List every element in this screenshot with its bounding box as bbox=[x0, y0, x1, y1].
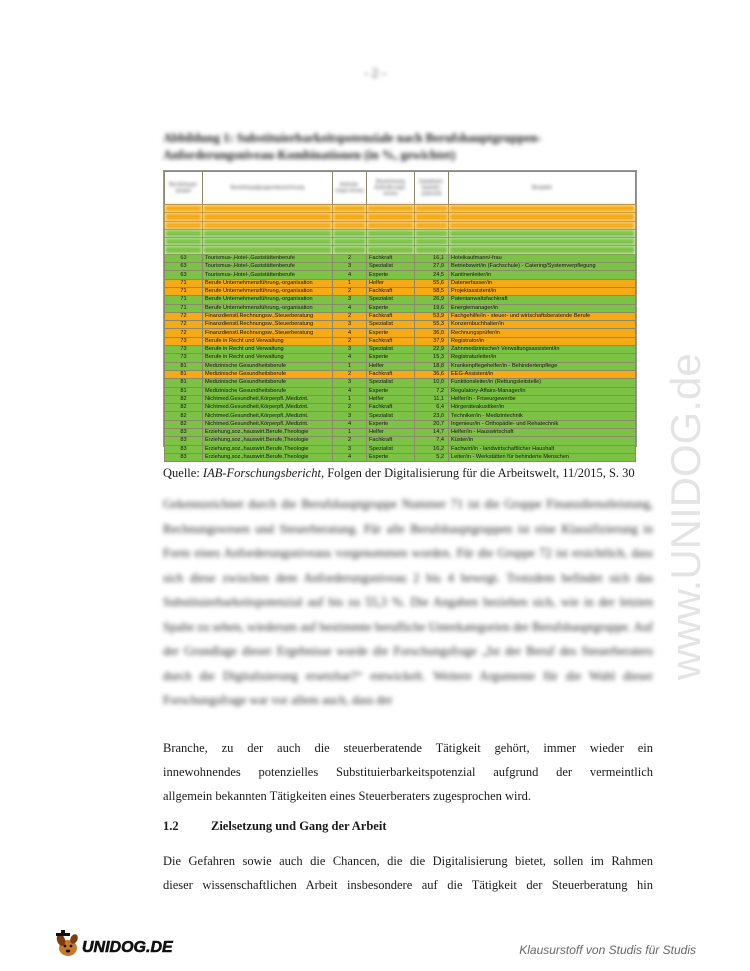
table-cell bbox=[165, 205, 203, 213]
table-header-label: Bezeichnung Anforderungs-niveau bbox=[374, 179, 407, 197]
table-cell bbox=[449, 205, 636, 213]
table-cell: Experte bbox=[367, 271, 415, 279]
table-cell: Fachgehilfe/in - steuer- und wirtschaftsberatende Berufe bbox=[449, 312, 636, 320]
table-cell bbox=[203, 205, 333, 213]
table-cell: Betriebswirt/in (Fachschule) - Catering/Systemverpflegung bbox=[449, 263, 636, 271]
table-cell: Medizinische Gesundheitsberufe bbox=[203, 362, 333, 370]
table-cell: 3 bbox=[333, 445, 367, 453]
table-header-label: Substituier-barkeits-potenzial bbox=[418, 179, 445, 197]
table-cell: 63 bbox=[165, 271, 203, 279]
table-cell: Fachkraft bbox=[367, 404, 415, 412]
table-header-label: Beispiele bbox=[531, 185, 553, 191]
table-row bbox=[165, 287, 636, 295]
table-cell: Registrator/in bbox=[449, 337, 636, 345]
table-cell: Experte bbox=[367, 329, 415, 337]
table-row bbox=[165, 321, 636, 329]
table-cell: 71 bbox=[165, 279, 203, 287]
table-row bbox=[165, 420, 636, 428]
table-cell bbox=[333, 213, 367, 221]
table-header-label: Berufshaupt-gruppe bbox=[169, 182, 198, 194]
table-cell: Fachkraft bbox=[367, 287, 415, 295]
table-cell: Regulatory-Affairs-Manager/in bbox=[449, 387, 636, 395]
body-paragraph-2 bbox=[163, 849, 653, 897]
table-row bbox=[165, 312, 636, 320]
table-cell: Finanzdienstl.Rechnungsw.,Steuerberatung bbox=[203, 312, 333, 320]
table-cell: Ingenieur/in - Orthopädie- und Rehatechnik bbox=[449, 420, 636, 428]
table-cell: Küster/in bbox=[449, 437, 636, 445]
table-row bbox=[165, 346, 636, 354]
table-cell: 1 bbox=[333, 395, 367, 403]
table-cell bbox=[165, 221, 203, 229]
table-cell: Fachkraft bbox=[367, 254, 415, 262]
table-header-row bbox=[165, 172, 636, 205]
table-cell: 23,0 bbox=[415, 412, 449, 420]
table-row bbox=[165, 429, 636, 437]
table-cell bbox=[165, 213, 203, 221]
table-cell: 37,9 bbox=[415, 337, 449, 345]
table-cell: Rechnungsprüfer/in bbox=[449, 329, 636, 337]
table-cell: Helfer bbox=[367, 429, 415, 437]
table-cell: 72 bbox=[165, 321, 203, 329]
table-cell: 2 bbox=[333, 337, 367, 345]
table-cell: 83 bbox=[165, 437, 203, 445]
table-cell: Helfer bbox=[367, 395, 415, 403]
table-row bbox=[165, 263, 636, 271]
table-row-blurred bbox=[165, 213, 636, 221]
table-cell: Konzernbuchhalter/in bbox=[449, 321, 636, 329]
table-cell: 14,7 bbox=[415, 429, 449, 437]
table-cell: 73 bbox=[165, 346, 203, 354]
table-cell: Erziehung,soz.,hauswirt.Berufe,Theologie bbox=[203, 429, 333, 437]
table-cell: Funktionsleiter/in (Rettungsleitstelle) bbox=[449, 379, 636, 387]
table-cell: 53,9 bbox=[415, 312, 449, 320]
table-cell: Krankenpflegehelfer/in - Behindertenpflege bbox=[449, 362, 636, 370]
table-cell: 3 bbox=[333, 346, 367, 354]
table-cell: 7,4 bbox=[415, 437, 449, 445]
table-cell: 73 bbox=[165, 337, 203, 345]
table-cell: 81 bbox=[165, 370, 203, 378]
table-cell: 4 bbox=[333, 304, 367, 312]
table-cell: Nichtmed.Gesundheit,Körperpfl.,Medizint. bbox=[203, 420, 333, 428]
table-cell bbox=[367, 205, 415, 213]
unidog-logo bbox=[52, 928, 182, 960]
table-row bbox=[165, 379, 636, 387]
table-cell: Experte bbox=[367, 387, 415, 395]
page-number: - 2 - bbox=[364, 65, 386, 80]
table-cell: Spezialist bbox=[367, 296, 415, 304]
table-cell: Spezialist bbox=[367, 445, 415, 453]
table-cell bbox=[165, 246, 203, 254]
table-cell: 2 bbox=[333, 287, 367, 295]
table-cell: 4 bbox=[333, 387, 367, 395]
table-cell: Experte bbox=[367, 453, 415, 461]
table-cell: Berufe in Recht und Verwaltung bbox=[203, 337, 333, 345]
table-cell: 20,7 bbox=[415, 420, 449, 428]
table-cell: 36,6 bbox=[415, 370, 449, 378]
table-cell: Fachkraft bbox=[367, 437, 415, 445]
table-cell bbox=[165, 238, 203, 246]
table-cell: 83 bbox=[165, 445, 203, 453]
table-cell: 73 bbox=[165, 354, 203, 362]
table-cell: Berufe in Recht und Verwaltung bbox=[203, 346, 333, 354]
watermark-text: www.UNIDOG.de bbox=[662, 353, 709, 680]
figure-caption: Abbildung 1: Substituierbarkeitspotenziale nach Berufshauptgruppen-Anforderungsniveau-Kombinationen (in %, gewichtet) bbox=[163, 131, 542, 162]
table-cell: Techniker/in - Medizintechnik bbox=[449, 412, 636, 420]
section-heading bbox=[163, 819, 386, 834]
table-cell: Helfer/in - Hauswirtschaft bbox=[449, 429, 636, 437]
paragraph-line: Branche, zu der auch die steuerberatende Tätigkeit gehört, immer wieder ein bbox=[163, 741, 653, 755]
table-cell: 82 bbox=[165, 395, 203, 403]
table-cell: Energiemanager/in bbox=[449, 304, 636, 312]
table-cell: Datenerfasser/in bbox=[449, 279, 636, 287]
table-row-blurred bbox=[165, 221, 636, 229]
table-row bbox=[165, 395, 636, 403]
table-row bbox=[165, 304, 636, 312]
table-cell: Registraturleiter/in bbox=[449, 354, 636, 362]
paragraph-line: innewohnendes potenzielles Substituierbarkeitspotenzial aufgrund der vermeintlich bbox=[163, 765, 653, 779]
table-cell: 1 bbox=[333, 279, 367, 287]
table-cell: 2 bbox=[333, 404, 367, 412]
table-cell: 3 bbox=[333, 321, 367, 329]
watermark bbox=[608, 250, 748, 690]
table-cell: Medizinische Gesundheitsberufe bbox=[203, 387, 333, 395]
table-cell: Berufe Unternehmensführung,-organisation bbox=[203, 279, 333, 287]
table-cell: 27,0 bbox=[415, 263, 449, 271]
table-cell: 4 bbox=[333, 329, 367, 337]
table-cell: Berufe Unternehmensführung,-organisation bbox=[203, 304, 333, 312]
table-cell: Nichtmed.Gesundheit,Körperpfl.,Medizint. bbox=[203, 404, 333, 412]
table-cell: 15,3 bbox=[415, 354, 449, 362]
table-cell: 22,9 bbox=[415, 346, 449, 354]
table-cell: 83 bbox=[165, 429, 203, 437]
table-cell: 63 bbox=[165, 263, 203, 271]
table-row bbox=[165, 453, 636, 461]
table-cell: 2 bbox=[333, 312, 367, 320]
table-cell bbox=[203, 213, 333, 221]
table-cell: 24,5 bbox=[415, 271, 449, 279]
table-cell: 63 bbox=[165, 254, 203, 262]
footer-tagline: Klausurstoff von Studis für Studis bbox=[519, 943, 696, 957]
table-cell bbox=[415, 246, 449, 254]
table-row bbox=[165, 254, 636, 262]
source-details: Folgen der Digitalisierung für die Arbeitswelt, 11/2015, S. 30 bbox=[324, 466, 635, 480]
table-cell bbox=[415, 213, 449, 221]
table-cell: Spezialist bbox=[367, 321, 415, 329]
table-cell: 3 bbox=[333, 263, 367, 271]
table-row bbox=[165, 370, 636, 378]
table-cell: 2 bbox=[333, 437, 367, 445]
table-row bbox=[165, 354, 636, 362]
table-cell: 82 bbox=[165, 404, 203, 412]
table-cell: 6,4 bbox=[415, 404, 449, 412]
table-cell: Berufe in Recht und Verwaltung bbox=[203, 354, 333, 362]
table-cell: Fachkraft bbox=[367, 370, 415, 378]
table-row bbox=[165, 412, 636, 420]
table-cell bbox=[449, 221, 636, 229]
table-cell bbox=[333, 205, 367, 213]
table-cell: 2 bbox=[333, 370, 367, 378]
table-row bbox=[165, 296, 636, 304]
section-title: Zielsetzung und Gang der Arbeit bbox=[211, 819, 387, 833]
substitution-table bbox=[163, 170, 637, 461]
table-cell: 81 bbox=[165, 362, 203, 370]
table-cell: Helfer bbox=[367, 362, 415, 370]
table-cell: 83 bbox=[165, 453, 203, 461]
table-cell: Nichtmed.Gesundheit,Körperpfl.,Medizint. bbox=[203, 395, 333, 403]
table-row bbox=[165, 362, 636, 370]
table-cell: Spezialist bbox=[367, 379, 415, 387]
table-cell: 82 bbox=[165, 420, 203, 428]
paragraph-line: allgemein bekannten Tätigkeiten eines Steuerberaters zugesprochen wird. bbox=[163, 789, 532, 803]
table-cell: 71 bbox=[165, 287, 203, 295]
table-cell bbox=[367, 246, 415, 254]
logo-text: UNIDOG.DE bbox=[82, 939, 173, 956]
table-cell: 19,6 bbox=[415, 304, 449, 312]
table-cell: 3 bbox=[333, 412, 367, 420]
table-cell: Helfer bbox=[367, 279, 415, 287]
table-cell: Erziehung,soz.,hauswirt.Berufe,Theologie bbox=[203, 445, 333, 453]
table-cell: Experte bbox=[367, 354, 415, 362]
table-cell: Spezialist bbox=[367, 263, 415, 271]
table-cell: 71 bbox=[165, 304, 203, 312]
table-cell: Projektassistent/in bbox=[449, 287, 636, 295]
table-cell: Kantinenleiter/in bbox=[449, 271, 636, 279]
source-title: IAB-Forschungsbericht, bbox=[202, 466, 325, 480]
table-cell bbox=[203, 238, 333, 246]
table-cell: Finanzdienstl.Rechnungsw.,Steuerberatung bbox=[203, 321, 333, 329]
table-header-label: Anforde-rungs-niveau bbox=[335, 182, 364, 194]
table-cell bbox=[415, 221, 449, 229]
table-row bbox=[165, 437, 636, 445]
table-row bbox=[165, 271, 636, 279]
table-header-cell bbox=[203, 172, 333, 205]
table-row bbox=[165, 337, 636, 345]
table-row-blurred bbox=[165, 205, 636, 213]
table-row bbox=[165, 445, 636, 453]
table-cell: 2 bbox=[333, 254, 367, 262]
table-cell: Erziehung,soz.,hauswirt.Berufe,Theologie bbox=[203, 437, 333, 445]
table-cell bbox=[415, 205, 449, 213]
table-cell: 4 bbox=[333, 420, 367, 428]
table-cell bbox=[415, 238, 449, 246]
paragraph-line: dieser wissenschaftlichen Arbeit insbesondere auf die Tätigkeit der Steuerberatung hin bbox=[163, 878, 653, 892]
section-number: 1.2 bbox=[163, 819, 179, 833]
table-cell: Medizinische Gesundheitsberufe bbox=[203, 370, 333, 378]
table-cell: 10,0 bbox=[415, 379, 449, 387]
table-cell: Experte bbox=[367, 420, 415, 428]
table-cell: Leiter/in - Werkstätten für behinderte Menschen bbox=[449, 453, 636, 461]
table-header-cell bbox=[165, 172, 203, 205]
table-row-blurred bbox=[165, 229, 636, 237]
table-cell: Medizinische Gesundheitsberufe bbox=[203, 379, 333, 387]
table-cell bbox=[449, 229, 636, 237]
table-cell bbox=[203, 221, 333, 229]
table-row bbox=[165, 329, 636, 337]
table-row bbox=[165, 279, 636, 287]
dog-icon bbox=[55, 930, 79, 956]
table-cell: Fachkraft bbox=[367, 337, 415, 345]
table-cell: Fachkraft bbox=[367, 312, 415, 320]
table-header-cell bbox=[449, 172, 636, 205]
table-cell: Erziehung,soz.,hauswirt.Berufe,Theologie bbox=[203, 453, 333, 461]
table-header-cell bbox=[333, 172, 367, 205]
table-cell: Zahnmedizinische/r Verwaltungsassistent/in bbox=[449, 346, 636, 354]
table-cell: 26,9 bbox=[415, 296, 449, 304]
table-cell: 4 bbox=[333, 354, 367, 362]
table-cell bbox=[203, 229, 333, 237]
body-paragraph bbox=[163, 736, 653, 808]
table-cell: 58,5 bbox=[415, 287, 449, 295]
table-cell: Hotelkaufmann/-frau bbox=[449, 254, 636, 262]
table-row-blurred bbox=[165, 246, 636, 254]
table-cell: Fachwirt/in - landwirtschaftlicher Haushalt bbox=[449, 445, 636, 453]
table-cell: Tourismus-,Hotel-,Gaststättenberufe bbox=[203, 263, 333, 271]
table-cell: EEG-Assistent/in bbox=[449, 370, 636, 378]
table-cell: 3 bbox=[333, 379, 367, 387]
blurred-paragraph: Gekennzeichnet durch die Berufshauptgruppe Nummer 71 ist die Gruppe Finanzdienstleistung, Rechnungswesen und Steuerberatung. Für alle Berufshauptgruppen ist eine Klassifizierung in Form eines Anforderungsniveaus vorgenommen worden. Für die Gruppe 72 ist ersichtlich, dass sich diese zwischen dem Anforderungsniveau 2 bis 4 bewegt. Trotzdem befindet sich das Substituierbarkeitspotenzial auf bis zu 55,3 %. Die Angaben beziehen sich, wie in der letzten Spalte zu sehen, wiederum auf bestimmte berufliche Unterkategorien der Berufshauptgruppe. Auf der Grundlage dieser Ergebnisse wurde die Forschungsfrage „Ist der Beruf des Steuerberaters durch die Digitalisierung ersetzbar?“ entwickelt. Weitere Argumente für die Wahl dieser Forschungsfrage war vor allem auch, dass der bbox=[163, 497, 653, 707]
table-cell bbox=[333, 246, 367, 254]
table-cell bbox=[367, 238, 415, 246]
table-cell: Berufe Unternehmensführung,-organisation bbox=[203, 287, 333, 295]
table-cell bbox=[333, 221, 367, 229]
table-cell: 7,2 bbox=[415, 387, 449, 395]
table-cell: Spezialist bbox=[367, 346, 415, 354]
table-row bbox=[165, 404, 636, 412]
table-cell bbox=[449, 238, 636, 246]
table-cell: Patentanwaltsfachkraft bbox=[449, 296, 636, 304]
table-cell bbox=[415, 229, 449, 237]
table-cell: Tourismus-,Hotel-,Gaststättenberufe bbox=[203, 254, 333, 262]
table-cell: 16,1 bbox=[415, 254, 449, 262]
source-line bbox=[163, 466, 635, 481]
table-cell: 82 bbox=[165, 412, 203, 420]
table-cell: 72 bbox=[165, 329, 203, 337]
table-cell: 16,2 bbox=[415, 445, 449, 453]
table-cell: Tourismus-,Hotel-,Gaststättenberufe bbox=[203, 271, 333, 279]
table-cell: 36,0 bbox=[415, 329, 449, 337]
table-cell: Spezialist bbox=[367, 412, 415, 420]
table-cell bbox=[203, 246, 333, 254]
table-cell: 1 bbox=[333, 429, 367, 437]
table-cell bbox=[367, 221, 415, 229]
table-cell bbox=[165, 229, 203, 237]
table-cell: Nichtmed.Gesundheit,Körperpfl.,Medizint. bbox=[203, 412, 333, 420]
table-cell: 4 bbox=[333, 271, 367, 279]
table-header-cell bbox=[415, 172, 449, 205]
table-row bbox=[165, 387, 636, 395]
table-cell: 81 bbox=[165, 387, 203, 395]
table-cell bbox=[333, 238, 367, 246]
table-cell: 4 bbox=[333, 453, 367, 461]
table-cell: 11,1 bbox=[415, 395, 449, 403]
table-cell bbox=[449, 213, 636, 221]
table-cell: 81 bbox=[165, 379, 203, 387]
table-cell bbox=[367, 229, 415, 237]
paragraph-line: Die Gefahren sowie auch die Chancen, die die Digitalisierung bietet, sollen im Rahmen bbox=[163, 854, 653, 868]
table-header-label: Berufshauptgruppenbezeichnung bbox=[230, 185, 305, 191]
table-cell: 55,3 bbox=[415, 321, 449, 329]
table-cell bbox=[367, 213, 415, 221]
table-cell: Experte bbox=[367, 304, 415, 312]
table-cell: 5,2 bbox=[415, 453, 449, 461]
table-cell: 55,6 bbox=[415, 279, 449, 287]
table-cell bbox=[333, 229, 367, 237]
table-cell: Hörgeräteakustiker/in bbox=[449, 404, 636, 412]
table-cell: 1 bbox=[333, 362, 367, 370]
table-cell: 72 bbox=[165, 312, 203, 320]
table-cell: Helfer/in - Friseurgewerbe bbox=[449, 395, 636, 403]
table-cell: 3 bbox=[333, 296, 367, 304]
table-cell: Berufe Unternehmensführung,-organisation bbox=[203, 296, 333, 304]
table-cell: 18,8 bbox=[415, 362, 449, 370]
table-cell: 71 bbox=[165, 296, 203, 304]
table-cell: Finanzdienstl.Rechnungsw.,Steuerberatung bbox=[203, 329, 333, 337]
table-row-blurred bbox=[165, 238, 636, 246]
table-header-cell bbox=[367, 172, 415, 205]
source-prefix: Quelle: bbox=[163, 466, 203, 480]
